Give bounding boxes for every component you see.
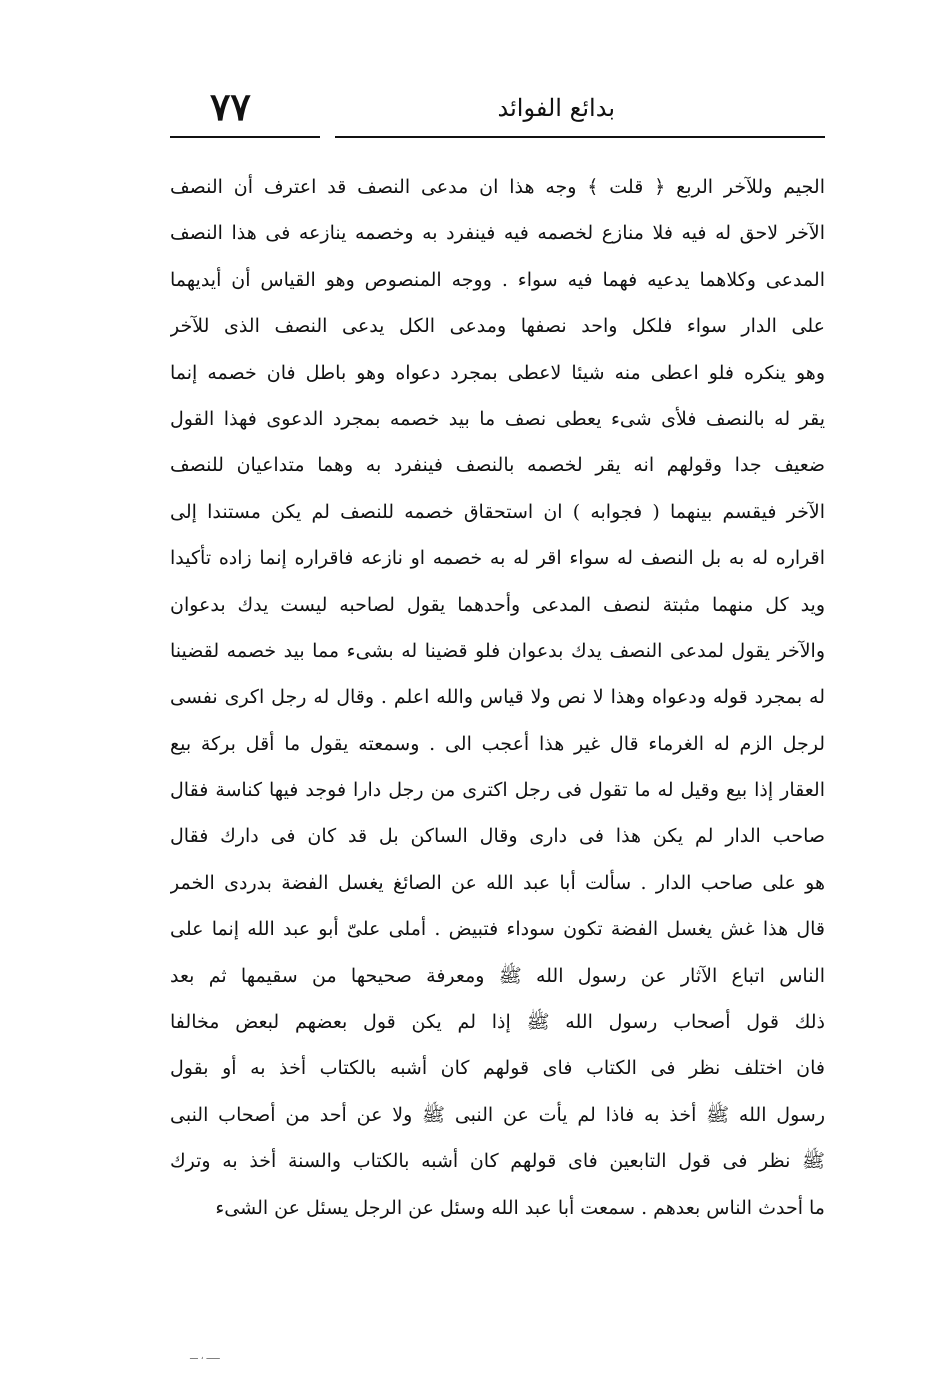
- header-rule-right: [335, 136, 825, 138]
- header-rule-left: [170, 136, 320, 138]
- body-text: [170, 164, 825, 1231]
- text-line: الناس اتباع الآثار عن رسول الله ﷺ ومعرفة صحيحها من سقيمها ثم بعد: [170, 964, 825, 987]
- text-line: صاحب الدار لم يكن هذا فى دارى وقال الساكن بل قد كان فى دارك فقال: [170, 825, 825, 848]
- page-header: [170, 80, 825, 140]
- text-line: يقر له بالنصف فلأى شىء يعطى نصف ما بيد خصمه بمجرد الدعوى فهذا القول: [170, 407, 825, 430]
- text-line: ذلك قول أصحاب رسول الله ﷺ إذا لم يكن قول بعضهم لبعض مخالفا: [170, 1011, 825, 1034]
- text-line: لرجل الزم له الغرماء قال غير هذا أعجب الى . وسمعته يقول ما أقل بركة بيع: [170, 732, 825, 755]
- text-line: العقار إذا بيع وقيل له ما تقول فى رجل اكترى من رجل دارا فوجد فيها كناسة فقال: [170, 779, 825, 802]
- text-line: رسول الله ﷺ أخذ به فاذا لم يأت عن النبى ﷺ ولا عن أحد من أصحاب النبى: [170, 1103, 825, 1126]
- page-number: ٧٧: [210, 84, 251, 129]
- footer-mark: ـــــ ، ـــ: [190, 1352, 220, 1362]
- text-line: وهو ينكره فلو اعطى منه شيئا لاعطى بمجرد دعواه وهو باطل فان خصمه إنما: [170, 361, 825, 384]
- text-line: الجيم وللآخر الربع ﴿ قلت ﴾ وجه هذا ان مدعى النصف قد اعترف أن النصف: [170, 176, 825, 198]
- text-line: ضعيف جدا وقولهم انه يقر لخصمه بالنصف فينفرد به وهما متداعيان للنصف: [170, 454, 825, 477]
- text-line: اقراره له به بل النصف له سواء اقر له به خصمه او نازعه فاقراره إنما زاده تأكيدا: [170, 547, 825, 570]
- text-line: قال هذا غش يغسل الفضة تكون سوداء فتبيض . أملى علىّ أبو عبد الله إنما على: [170, 918, 825, 941]
- text-line: على الدار سواء فلكل واحد نصفها ومدعى الكل يدعى النصف الذى للآخر: [170, 315, 825, 338]
- text-line: الآخر فيقسم بينهما ( فجوابه ) ان استحقاق خصمه للنصف لم يكن مستندا إلى: [170, 500, 825, 523]
- text-line: المدعى وكلاهما يدعيه فهما فيه سواء . ووجه المنصوص وهو القياس أن أيديهما: [170, 268, 825, 291]
- text-line: له بمجرد قوله ودعواه وهذا لا نص ولا قياس والله اعلم . وقال له رجل اكرى نفسى: [170, 686, 825, 709]
- text-line: فان اختلف نظر فى الكتاب فاى قولهم كان أشبه بالكتاب أخذ به أو بقول: [170, 1057, 825, 1080]
- text-line: الآخر لاحق له فيه فلا منازع لخصمه فيه فينفرد به وخصمه ينازعه فى هذا النصف: [170, 222, 825, 245]
- text-line: ﷺ نظر فى قول التابعين فاى قولهم كان أشبه بالكتاب والسنة أخذ به وترك: [170, 1150, 825, 1173]
- text-line: والآخر يقول لمدعى النصف يدك بدعوان فلو قضينا له بشىء مما بيد خصمه لقضينا: [170, 639, 825, 662]
- running-title: بدائع الفوائد: [497, 94, 615, 122]
- text-line: ما أحدث الناس بعدهم . سمعت أبا عبد الله وسئل عن الرجل يسئل عن الشىء: [215, 1196, 825, 1219]
- text-line: ويد كل منهما مثبتة لنصف المدعى وأحدهما يقول لصاحبه ليست يدك بدعوان: [170, 593, 825, 616]
- text-line: هو على صاحب الدار . سألت أبا عبد الله عن الصائغ يغسل الفضة بدردى الخمر: [170, 871, 825, 894]
